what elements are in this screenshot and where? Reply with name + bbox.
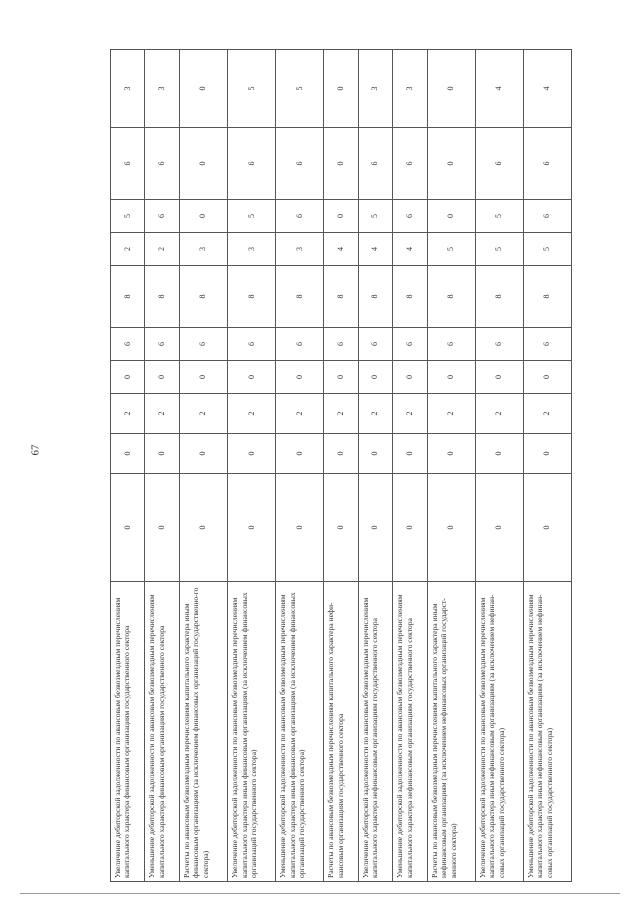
code-cell: 0 — [179, 200, 227, 233]
code-cell: 8 — [393, 266, 427, 328]
code-cell: 0 — [111, 434, 145, 474]
code-cell: 0 — [523, 474, 571, 582]
code-cell: 6 — [145, 328, 179, 361]
code-cell: 0 — [276, 434, 324, 474]
code-cell: 0 — [324, 474, 358, 582]
code-cell: 6 — [475, 128, 523, 200]
code-cell: 5 — [228, 200, 276, 233]
code-cell: 5 — [358, 200, 392, 233]
code-cell: 0 — [179, 128, 227, 200]
code-cell: 0 — [276, 361, 324, 394]
row-description: Уменьшение дебиторской задолженности по авансовым безвозмездным перечислениям капитального характера нефинансовым организациям государственного сектора — [393, 582, 427, 882]
code-cell: 6 — [523, 328, 571, 361]
code-cell: 0 — [358, 434, 392, 474]
code-cell: 5 — [228, 50, 276, 128]
code-cell: 3 — [358, 50, 392, 128]
code-cell: 6 — [276, 328, 324, 361]
code-cell: 3 — [145, 50, 179, 128]
table-row — [111, 50, 145, 882]
code-cell: 6 — [324, 328, 358, 361]
code-cell: 3 — [228, 233, 276, 266]
code-cell: 0 — [475, 434, 523, 474]
code-cell: 0 — [276, 474, 324, 582]
row-description: Увеличение дебиторской задолженности по авансовым безвозмездным перечислениям капитального характера иным финансовым организациям (за исключением финансовых организаций государственного сектора) — [228, 582, 276, 882]
code-cell: 8 — [358, 266, 392, 328]
code-cell: 0 — [324, 361, 358, 394]
row-description: Расчеты по авансовым безвозмездным перечислениям капитального характера иным нефинансовым организациям (за исключением нефинансовых организаций государст-венного сектора) — [427, 582, 475, 882]
code-cell: 0 — [179, 50, 227, 128]
row-description: Расчеты по авансовым безвозмездным перечислениям капитального характера иным финансовым организациям (за исключением финансовых организаций государственно-го сектора) — [179, 582, 227, 882]
code-cell: 6 — [523, 200, 571, 233]
code-cell: 6 — [145, 128, 179, 200]
table-row — [475, 50, 523, 882]
code-cell: 6 — [523, 128, 571, 200]
bottom-rule — [20, 893, 620, 894]
code-cell: 5 — [523, 233, 571, 266]
code-cell: 8 — [427, 266, 475, 328]
table-row — [179, 50, 227, 882]
code-cell: 2 — [111, 233, 145, 266]
code-cell: 8 — [523, 266, 571, 328]
row-description: Уменьшение дебиторской задолженности по авансовым безвозмездным перечислениям капитального характера финансовым организациям государственного сектора — [145, 582, 179, 882]
table-region — [110, 50, 622, 882]
code-cell: 4 — [358, 233, 392, 266]
row-description: Увеличение дебиторской задолженности по авансовым безвозмездным перечислениям капитального характера финансовым организациям государственного сектора — [111, 582, 145, 882]
code-cell: 6 — [228, 328, 276, 361]
code-cell: 0 — [475, 361, 523, 394]
code-cell: 0 — [427, 474, 475, 582]
code-cell: 2 — [523, 394, 571, 434]
code-cell: 6 — [179, 328, 227, 361]
code-cell: 0 — [475, 474, 523, 582]
code-cell: 0 — [324, 434, 358, 474]
code-cell: 2 — [358, 394, 392, 434]
code-cell: 0 — [145, 361, 179, 394]
rotated-table-wrapper — [110, 50, 622, 882]
code-cell: 6 — [358, 328, 392, 361]
code-cell: 2 — [276, 394, 324, 434]
table-row — [276, 50, 324, 882]
code-cell: 0 — [228, 361, 276, 394]
code-cell: 5 — [111, 200, 145, 233]
code-cell: 0 — [393, 434, 427, 474]
code-cell: 6 — [228, 128, 276, 200]
code-cell: 0 — [358, 474, 392, 582]
table-row — [145, 50, 179, 882]
code-cell: 6 — [111, 328, 145, 361]
table-row — [228, 50, 276, 882]
code-cell: 6 — [276, 128, 324, 200]
code-cell: 0 — [111, 361, 145, 394]
code-cell: 4 — [324, 233, 358, 266]
code-cell: 4 — [475, 50, 523, 128]
code-cell: 8 — [475, 266, 523, 328]
code-cell: 6 — [358, 128, 392, 200]
code-cell: 0 — [427, 361, 475, 394]
table-row — [523, 50, 571, 882]
code-cell: 5 — [475, 200, 523, 233]
row-description: Увеличение дебиторской задолженности по авансовым безвозмездным перечислениям капитального характера иным нефинансовым организациям (за исключением нефинан-совых организаций государственного сектора) — [475, 582, 523, 882]
table-row — [393, 50, 427, 882]
table-row — [427, 50, 475, 882]
code-cell: 2 — [145, 394, 179, 434]
code-cell: 2 — [393, 394, 427, 434]
page-number: 67 — [29, 444, 42, 456]
code-cell: 0 — [145, 434, 179, 474]
table-row — [324, 50, 358, 882]
code-cell: 8 — [276, 266, 324, 328]
code-cell: 0 — [179, 361, 227, 394]
code-cell: 6 — [276, 200, 324, 233]
code-cell: 6 — [111, 128, 145, 200]
code-cell: 2 — [179, 394, 227, 434]
code-cell: 0 — [179, 474, 227, 582]
code-cell: 3 — [179, 233, 227, 266]
code-cell: 6 — [393, 128, 427, 200]
code-cell: 0 — [324, 200, 358, 233]
code-cell: 3 — [276, 233, 324, 266]
code-cell: 6 — [393, 200, 427, 233]
code-cell: 2 — [475, 394, 523, 434]
code-cell: 2 — [228, 394, 276, 434]
code-cell: 6 — [475, 328, 523, 361]
code-cell: 8 — [179, 266, 227, 328]
row-description: Увеличение дебиторской задолженности по авансовым безвозмездным перечислениям капитального характера нефинансовым организациям государственного сектора — [358, 582, 392, 882]
code-cell: 0 — [427, 50, 475, 128]
code-cell: 2 — [427, 394, 475, 434]
code-cell: 0 — [324, 128, 358, 200]
row-description: Уменьшение дебиторской задолженности по авансовым безвозмездным перечислениям капитального характера иным нефинансовым организациям (за исключением нефинан-совых организаций государственного сектора) — [523, 582, 571, 882]
code-cell: 0 — [393, 474, 427, 582]
code-cell: 8 — [228, 266, 276, 328]
code-cell: 0 — [523, 434, 571, 474]
code-cell: 0 — [111, 474, 145, 582]
code-cell: 6 — [393, 328, 427, 361]
code-cell: 8 — [145, 266, 179, 328]
code-cell: 8 — [324, 266, 358, 328]
row-description: Уменьшение дебиторской задолженности по авансовым безвозмездным перечислениям капитального характера иным финансовым организациям (за исключением финансовых организаций государственного сектора) — [276, 582, 324, 882]
code-cell: 5 — [276, 50, 324, 128]
code-cell: 8 — [111, 266, 145, 328]
code-cell: 5 — [475, 233, 523, 266]
row-description: Расчеты по авансовым безвозмездным перечислениям капитального характера нефи-нансовым организациям государственного сектора — [324, 582, 358, 882]
code-cell: 0 — [324, 50, 358, 128]
code-cell: 5 — [427, 233, 475, 266]
code-cell: 3 — [393, 50, 427, 128]
code-cell: 2 — [111, 394, 145, 434]
table-body — [111, 50, 572, 882]
code-cell: 0 — [393, 361, 427, 394]
code-cell: 4 — [393, 233, 427, 266]
code-cell: 3 — [111, 50, 145, 128]
code-cell: 0 — [145, 474, 179, 582]
code-cell: 4 — [523, 50, 571, 128]
accounts-table — [110, 49, 572, 882]
code-cell: 0 — [427, 128, 475, 200]
code-cell: 6 — [145, 200, 179, 233]
code-cell: 6 — [427, 328, 475, 361]
code-cell: 0 — [179, 434, 227, 474]
code-cell: 0 — [358, 361, 392, 394]
code-cell: 0 — [427, 200, 475, 233]
table-row — [358, 50, 392, 882]
code-cell: 0 — [228, 434, 276, 474]
code-cell: 2 — [145, 233, 179, 266]
code-cell: 0 — [523, 361, 571, 394]
code-cell: 0 — [228, 474, 276, 582]
code-cell: 0 — [427, 434, 475, 474]
code-cell: 2 — [324, 394, 358, 434]
